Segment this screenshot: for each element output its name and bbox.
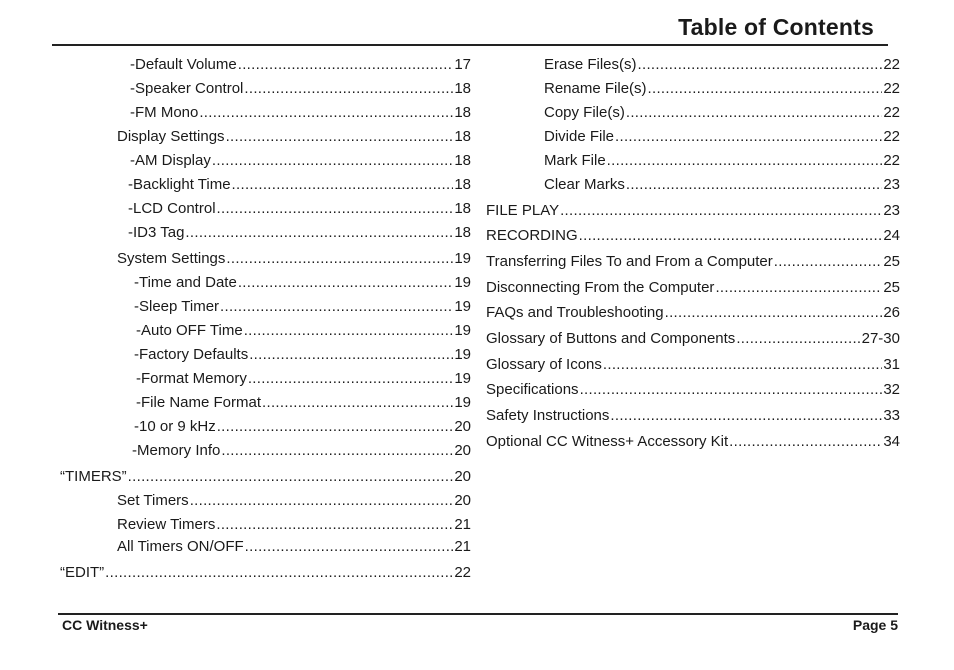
toc-entry-page: 18 (454, 176, 471, 193)
toc-entry-page: 26 (883, 304, 900, 321)
toc-entry[interactable] (134, 273, 471, 293)
dot-leader (244, 79, 453, 99)
toc-entry-label: Disconnecting From the Computer (486, 279, 715, 296)
toc-entry-page: 21 (454, 538, 471, 555)
toc-entry[interactable] (136, 393, 471, 413)
toc-entry-label: -LCD Control (128, 200, 216, 217)
toc-entry-page: 17 (454, 56, 471, 73)
dot-leader (128, 467, 454, 487)
dot-leader (221, 441, 453, 461)
toc-entry-label: -File Name Format (136, 394, 262, 411)
toc-entry-page: 20 (454, 468, 471, 485)
toc-entry[interactable] (60, 467, 471, 487)
toc-entry[interactable] (544, 175, 900, 195)
toc-entry[interactable] (130, 151, 471, 171)
toc-entry-page: 19 (454, 298, 471, 315)
toc-entry[interactable] (117, 127, 471, 147)
toc-entry-page: 20 (454, 442, 471, 459)
dot-leader (560, 201, 882, 221)
toc-entry-label: -Sleep Timer (134, 298, 220, 315)
toc-entry-label: -Memory Info (132, 442, 221, 459)
dot-leader (648, 79, 883, 99)
toc-entry[interactable] (544, 151, 900, 171)
toc-entry-label: -Speaker Control (130, 80, 244, 97)
toc-entry-page: 20 (454, 492, 471, 509)
toc-entry-page: 22 (454, 564, 471, 581)
page-title: Table of Contents (678, 14, 874, 40)
dot-leader (226, 249, 453, 269)
dot-leader (626, 175, 882, 195)
toc-entry-page: 31 (883, 356, 900, 373)
toc-entry-page: 19 (454, 322, 471, 339)
toc-entry-label: -Format Memory (136, 370, 247, 387)
toc-entry-label: -Backlight Time (128, 176, 231, 193)
dot-leader (607, 151, 883, 171)
toc-entry-label: RECORDING (486, 227, 578, 244)
toc-entry[interactable] (117, 491, 471, 511)
toc-entry-page: 19 (454, 274, 471, 291)
toc-entry-page: 25 (883, 279, 900, 296)
dot-leader (729, 432, 882, 452)
toc-entry[interactable] (128, 199, 471, 219)
dot-leader (736, 329, 860, 349)
toc-entry-page: 22 (883, 128, 900, 145)
toc-entry-label: -Auto OFF Time (136, 322, 243, 339)
toc-entry-label: Optional CC Witness+ Accessory Kit (486, 433, 729, 450)
toc-entry-page: 18 (454, 152, 471, 169)
dot-leader (249, 345, 453, 365)
toc-entry-page: 18 (454, 200, 471, 217)
dot-leader (579, 226, 883, 246)
toc-entry-page: 19 (454, 370, 471, 387)
toc-entry[interactable] (544, 127, 900, 147)
dot-leader (262, 393, 453, 413)
toc-entry[interactable] (130, 55, 471, 75)
toc-entry-label: All Timers ON/OFF (117, 538, 244, 555)
toc-entry-page: 18 (454, 224, 471, 241)
dot-leader (715, 278, 882, 298)
toc-entry[interactable] (486, 329, 900, 349)
dot-leader (217, 199, 454, 219)
toc-entry[interactable] (60, 563, 471, 583)
toc-entry[interactable] (130, 103, 471, 123)
toc-entry-label: Transferring Files To and From a Computer (486, 253, 773, 270)
toc-entry-page: 33 (883, 407, 900, 424)
toc-entry-page: 19 (454, 346, 471, 363)
toc-entry-label: Mark File (544, 152, 606, 169)
toc-entry[interactable] (128, 175, 471, 195)
dot-leader (615, 127, 882, 147)
toc-entry[interactable] (486, 252, 900, 272)
toc-entry-label: “EDIT” (60, 564, 105, 581)
dot-leader (610, 406, 882, 426)
toc-entry-label: -Default Volume (130, 56, 237, 73)
dot-leader (212, 151, 453, 171)
toc-entry-label: -Factory Defaults (134, 346, 249, 363)
toc-entry-page: 22 (883, 56, 900, 73)
toc-entry[interactable] (486, 303, 900, 323)
toc-entry[interactable] (544, 55, 900, 75)
toc-entry-label: Specifications (486, 381, 579, 398)
toc-entry-label: Display Settings (117, 128, 225, 145)
toc-entry[interactable] (544, 79, 900, 99)
dot-leader (199, 103, 453, 123)
footer-page-number: Page 5 (852, 617, 898, 633)
toc-entry[interactable] (486, 226, 900, 246)
toc-entry-page: 19 (454, 394, 471, 411)
toc-entry[interactable] (134, 297, 471, 317)
toc-entry-label: “TIMERS” (60, 468, 127, 485)
toc-entry[interactable] (486, 355, 900, 375)
toc-entry-label: -FM Mono (130, 104, 199, 121)
toc-entry-label: FILE PLAY (486, 202, 560, 219)
toc-entry-page: 22 (883, 152, 900, 169)
toc-entry-label: Divide File (544, 128, 615, 145)
footer-product-name: CC Witness+ (62, 617, 148, 633)
dot-leader (220, 297, 453, 317)
toc-entry-label: Review Timers (117, 516, 216, 533)
toc-entry-page: 34 (883, 433, 900, 450)
toc-entry-label: Copy File(s) (544, 104, 625, 121)
toc-entry-page: 27-30 (861, 330, 900, 347)
dot-leader (245, 537, 454, 557)
dot-leader (580, 380, 883, 400)
toc-entry-label: FAQs and Troubleshooting (486, 304, 664, 321)
dot-leader (216, 515, 453, 535)
dot-leader (244, 321, 454, 341)
toc-entry-label: -10 or 9 kHz (134, 418, 216, 435)
toc-entry[interactable] (117, 537, 471, 557)
footer-rule (58, 613, 898, 615)
dot-leader (603, 355, 882, 375)
toc-entry-label: Rename File(s) (544, 80, 647, 97)
toc-entry-page: 24 (883, 227, 900, 244)
dot-leader (665, 303, 883, 323)
toc-entry[interactable] (117, 249, 471, 269)
toc-entry-label: Glossary of Icons (486, 356, 602, 373)
toc-entry-page: 20 (454, 418, 471, 435)
toc-entry-page: 22 (883, 104, 900, 121)
toc-entry-label: Erase Files(s) (544, 56, 637, 73)
dot-leader (238, 55, 454, 75)
toc-entry-label: Set Timers (117, 492, 189, 509)
toc-entry-label: -AM Display (130, 152, 211, 169)
toc-entry-page: 32 (883, 381, 900, 398)
toc-entry-page: 23 (883, 176, 900, 193)
dot-leader (626, 103, 882, 123)
dot-leader (238, 273, 453, 293)
toc-entry[interactable] (486, 432, 900, 452)
toc-entry-page: 22 (883, 80, 900, 97)
toc-entry[interactable] (134, 417, 471, 437)
toc-entry[interactable] (486, 380, 900, 400)
toc-entry-label: -Time and Date (134, 274, 237, 291)
toc-entry[interactable] (132, 441, 471, 461)
toc-entry-label: Clear Marks (544, 176, 625, 193)
toc-entry-label: Glossary of Buttons and Components (486, 330, 736, 347)
toc-entry[interactable] (117, 515, 471, 535)
toc-entry[interactable] (136, 369, 471, 389)
toc-entry[interactable] (486, 201, 900, 221)
toc-entry[interactable] (486, 406, 900, 426)
toc-entry-label: -ID3 Tag (128, 224, 185, 241)
toc-entry[interactable] (486, 278, 900, 298)
dot-leader (248, 369, 453, 389)
toc-entry-page: 23 (883, 202, 900, 219)
toc-entry-page: 18 (454, 80, 471, 97)
dot-leader (774, 252, 883, 272)
toc-entry[interactable] (136, 321, 471, 341)
toc-entry[interactable] (544, 103, 900, 123)
toc-entry-label: System Settings (117, 250, 226, 267)
toc-entry-page: 21 (454, 516, 471, 533)
toc-entry[interactable] (134, 345, 471, 365)
header-rule (52, 44, 888, 46)
toc-entry-page: 19 (454, 250, 471, 267)
toc-entry-label: Safety Instructions (486, 407, 610, 424)
dot-leader (185, 223, 453, 243)
toc-entry-page: 18 (454, 128, 471, 145)
toc-entry[interactable] (128, 223, 471, 243)
dot-leader (217, 417, 454, 437)
toc-entry-page: 18 (454, 104, 471, 121)
toc-entry[interactable] (130, 79, 471, 99)
dot-leader (105, 563, 453, 583)
dot-leader (190, 491, 454, 511)
dot-leader (226, 127, 454, 147)
dot-leader (638, 55, 883, 75)
toc-entry-page: 25 (883, 253, 900, 270)
dot-leader (232, 175, 454, 195)
